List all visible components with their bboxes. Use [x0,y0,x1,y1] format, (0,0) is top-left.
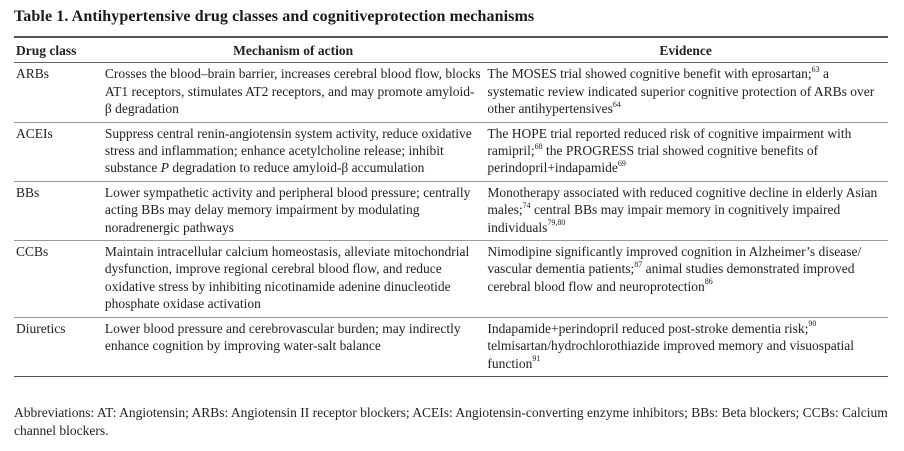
citation: 86 [704,277,713,287]
citation: 87 [634,259,643,269]
mechanism-cell [103,122,485,181]
evidence-cell [485,317,888,376]
drug-class-cell: Diuretics [14,317,103,376]
header-row [14,38,888,63]
evidence-text: Nimodipine significantly improved cognition in Alzheimer’s disease/ vascular dementia patients; [487,244,862,277]
citation: 90 [808,319,817,329]
citation: 68 [534,141,543,151]
evidence-cell [485,181,888,240]
table-row [14,241,888,318]
mechanism-cell: Lower sympathetic activity and peripheral blood pressure; centrally acting BBs may delay memory impairment by modulating noradrenergic pathways [103,181,485,240]
abbreviations-footnote: Abbreviations: AT: Angiotensin; ARBs: Angiotensin II receptor blockers; ACEIs: Angiotensin-converting enzyme inhibitors; BBs: Beta blockers; CCBs: Calcium channel blockers. [14,405,888,438]
mechanism-cell: Maintain intracellular calcium homeostasis, alleviate mitochondrial dysfunction, improve regional cerebral blood flow, and reduce oxidative stress by inhibiting nicotinamide adenine dinucleotide phosphate oxidase activation [103,241,485,318]
evidence-text: Indapamide+perindopril reduced post-stroke dementia risk; [487,320,809,336]
mechanism-cell: Lower blood pressure and cerebrovascular burden; may indirectly enhance cognition by improving water-salt balance [103,317,485,376]
evidence-cell [485,122,888,181]
evidence-text: telmisartan/hydrochlorothiazide improved memory and visuospatial function [487,338,854,371]
table-row [14,317,888,376]
header-mechanism: Mechanism of action [103,38,485,63]
evidence-text: Monotherapy associated with reduced cognitive decline in elderly Asian males; [487,184,878,218]
citation: 63 [811,64,820,74]
evidence-text: the PROGRESS trial showed cognitive benefits of perindopril+indapamide [487,143,819,176]
evidence-text: The MOSES trial showed cognitive benefit with eprosartan; [487,66,812,82]
mechanism-text: Suppress central renin-angiotensin system activity, reduce oxidative stress and inflammation; enhance acetylcholine release; inhibit substance [104,125,472,176]
evidence-cell [485,63,888,122]
citation: 91 [532,354,541,363]
evidence-text: a systematic review indicated superior cognitive protection of ARBs over other antihypertensives [487,66,875,117]
drug-class-cell: ARBs [14,63,103,122]
evidence-text: The HOPE trial reported reduced risk of cognitive impairment with ramipril; [487,125,852,159]
evidence-text: central BBs may impair memory in cognitively impaired individuals [487,202,841,235]
mechanism-text: degradation to reduce amyloid-β accumulation [169,160,425,176]
header-drug-class: Drug class [14,38,103,63]
table-row [14,63,888,122]
table-row [14,181,888,240]
citation: 74 [522,200,531,210]
table-caption: Table 1. Antihypertensive drug classes and cognitiveprotection mechanisms [14,8,535,25]
drug-class-cell: ACEIs [14,122,103,181]
mechanism-cell: Crosses the blood–brain barrier, increases cerebral blood flow, blocks AT1 receptors, stimulates AT2 receptors, and may promote amyloid-β degradation [103,63,485,122]
drug-class-cell: CCBs [14,241,103,318]
mechanism-italic-text: P [160,160,169,176]
citation: 79,80 [547,218,566,228]
evidence-text: animal studies demonstrated improved cerebral blood flow and neuroprotection [487,261,855,294]
drug-class-cell: BBs [14,181,103,240]
citation: 64 [612,99,621,109]
citation: 69 [617,158,626,168]
table-row [14,122,888,181]
evidence-cell [485,241,888,318]
drug-class-table [14,38,888,377]
header-evidence: Evidence [485,38,888,63]
